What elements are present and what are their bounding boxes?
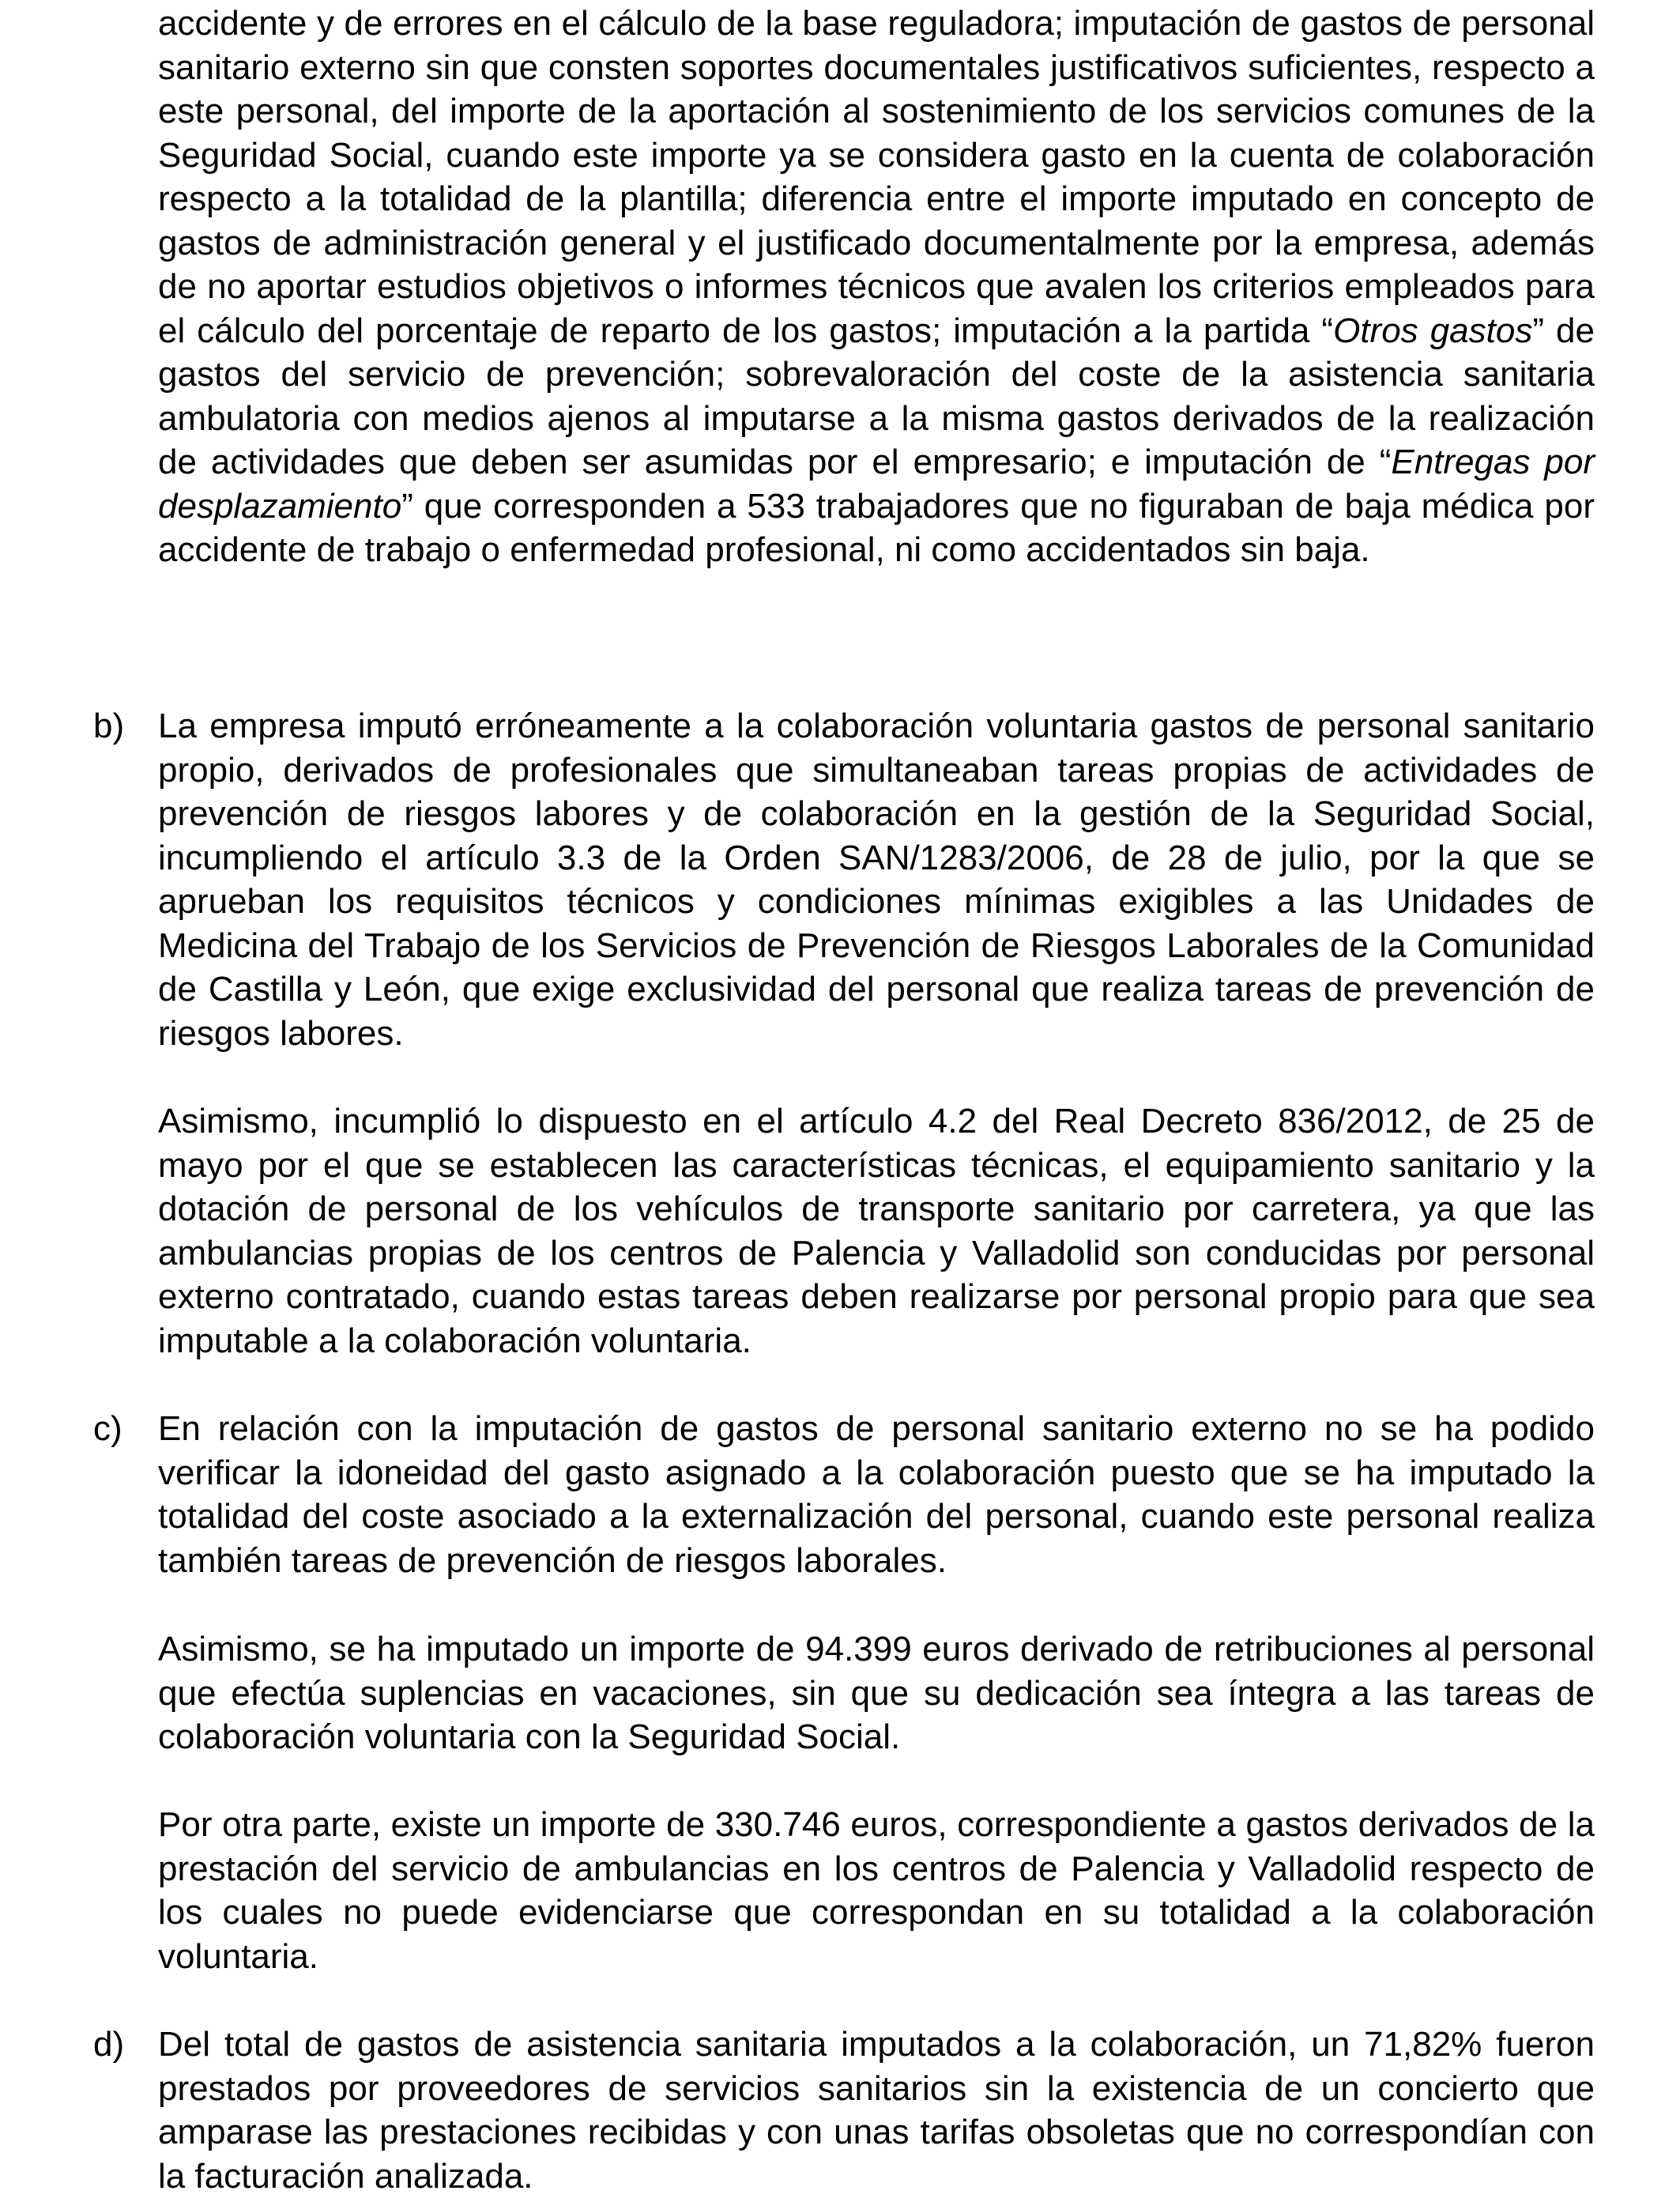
- item-b-paragraph: La empresa imputó erróneamente a la colaboración voluntaria gastos de personal sanitario propio, derivados de profesionales que simultaneaban tareas propias de actividades de prevención de riesgos labores y de colaboración en la gestión de la Seguridad Social, incumpliendo el artículo 3.3 de la Orden SAN/1283/2006, de 28 de julio, por la que se aprueban los requisitos técnicos y condiciones mínimas exigibles a las Unidades de Medicina del Trabajo de los Servicios de Prevención de Riesgos Laborales de la Comunidad de Castilla y León, que exige exclusividad del personal que realiza tareas de prevención de riesgos labores.: [158, 707, 1595, 1053]
- intro-text-part-2: ” de gastos del servicio de prevención; sobrevaloración del coste de la asistencia sanitaria ambulatoria con medios ajenos al imputarse a la misma gastos derivados de la realización de actividades que deben ser asumidas por el empresario; e imputación de “: [158, 311, 1595, 481]
- item-d-marker: d): [93, 2025, 125, 2064]
- item-c-paragraph-2: Asimismo, se ha imputado un importe de 94.399 euros derivado de retribuciones al personal que efectúa suplencias en vacaciones, sin que su dedicación sea íntegra a las tareas de colaboración voluntaria con la Seguridad Social.: [158, 1630, 1595, 1756]
- intro-text-part-1: accidente y de errores en el cálculo de la base reguladora; imputación de gastos de personal sanitario externo sin que consten soportes documentales justificativos suficientes, respecto a este personal, del importe de la aportación al sostenimiento de los servicios comunes de la Seguridad Social, cuando este importe ya se considera gasto en la cuenta de colaboración respecto a la totalidad de la plantilla; diferencia entre el importe imputado en concepto de gastos de administración general y el justificado documentalmente por la empresa, además de no aportar estudios objetivos o informes técnicos que avalen los criterios empleados para el cálculo del porcentaje de reparto de los gastos; imputación a la partida “: [158, 4, 1595, 350]
- item-c-paragraph-3: Por otra parte, existe un importe de 330.746 euros, correspondiente a gastos derivados de la prestación del servicio de ambulancias en los centros de Palencia y Valladolid respecto de los cuales no puede evidenciarse que correspondan en su totalidad a la colaboración voluntaria.: [158, 1805, 1595, 1976]
- item-b-paragraph-2: Asimismo, incumplió lo dispuesto en el artículo 4.2 del Real Decreto 836/2012, de 25 de mayo por el que se establecen las características técnicas, el equipamiento sanitario y la dotación de personal de los vehículos de transporte sanitario por carretera, ya que las ambulancias propias de los centros de Palencia y Valladolid son conducidas por personal externo contratado, cuando estas tareas deben realizarse por personal propio para que sea imputable a la colaboración voluntaria.: [158, 1102, 1595, 1360]
- item-c-marker: c): [93, 1409, 122, 1448]
- intro-italic-entregas: Entregas por desplazamiento: [158, 443, 1595, 526]
- item-c-paragraph: En relación con la imputación de gastos de personal sanitario externo no se ha podido verificar la idoneidad del gasto asignado a la colaboración puesto que se ha imputado la totalidad del coste asociado a la externalización del personal, cuando este personal realiza también tareas de prevención de riesgos laborales.: [158, 1409, 1595, 1580]
- intro-paragraph: [158, 2, 1595, 572]
- intro-text-part-3: ” que corresponden a 533 trabajadores que no figuraban de baja médica por accidente de trabajo o enfermedad profesional, ni como accidentados sin baja.: [158, 486, 1595, 569]
- item-b-marker: b): [93, 707, 125, 745]
- intro-italic-otros-gastos: Otros gastos: [1333, 311, 1533, 350]
- item-d-paragraph: Del total de gastos de asistencia sanitaria imputados a la colaboración, un 71,82% fueron prestados por proveedores de servicios sanitarios sin la existencia de un concierto que amparase las prestaciones recibidas y con unas tarifas obsoletas que no correspondían con la facturación analizada.: [158, 2025, 1595, 2196]
